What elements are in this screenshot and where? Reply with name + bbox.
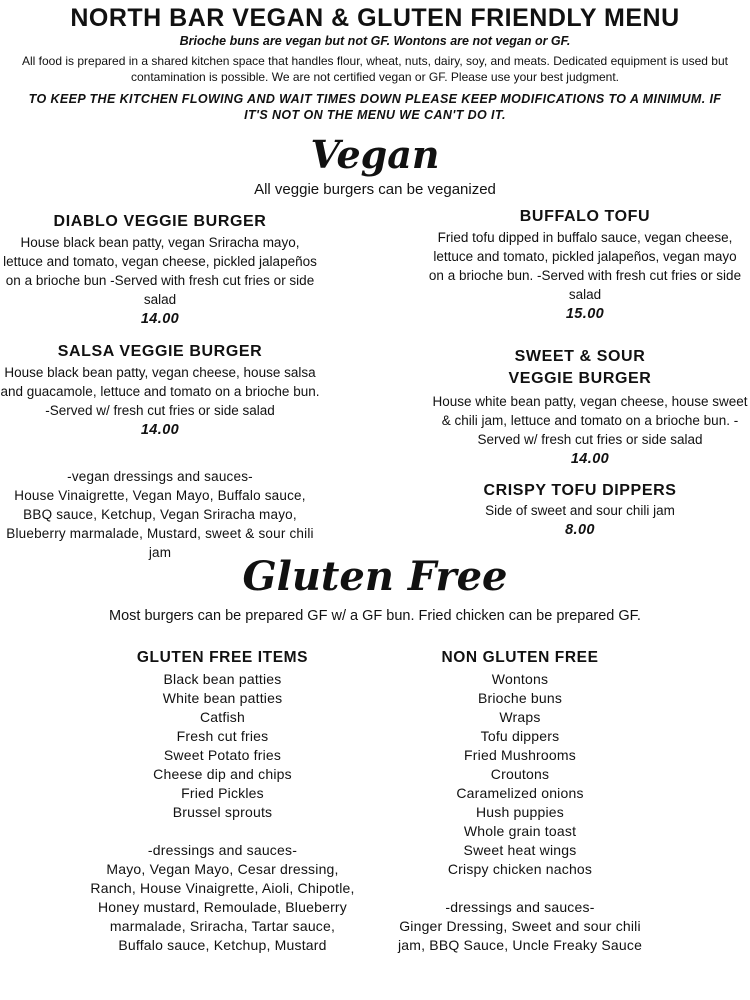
menu-item-buffalo-tofu xyxy=(425,208,745,322)
item-name: CRISPY TOFU DIPPERS xyxy=(483,482,677,499)
item-description: House white bean patty, vegan cheese, house sweet & chili jam, lettuce and tomato on a brioche bun. -Served w/ fresh cut fries or side salad xyxy=(432,394,748,447)
item-name: BUFFALO TOFU xyxy=(519,208,651,225)
sauces-heading: -dressings and sauces- xyxy=(147,842,298,858)
vegan-sauces xyxy=(0,467,320,562)
list-item: Fried Pickles xyxy=(181,785,264,801)
list-item: Sweet heat wings xyxy=(463,842,577,858)
non-gluten-free-column xyxy=(395,649,645,955)
list-item: Croutons xyxy=(490,766,550,782)
menu-item-crispy-tofu xyxy=(430,482,730,538)
list-item: Caramelized onions xyxy=(456,785,584,801)
gluten-free-list xyxy=(90,670,355,822)
list-item: White bean patties xyxy=(162,690,283,706)
item-name: SALSA VEGGIE BURGER xyxy=(57,343,263,360)
sauces-list: Mayo, Vegan Mayo, Cesar dressing, Ranch, House Vinaigrette, Aioli, Chipotle, Honey mustard, Remoulade, Blueberry marmalade, Sriracha, Tartar sauce, Buffalo sauce, Ketchup, Mustard xyxy=(90,861,355,953)
gluten-free-note: Most burgers can be prepared GF w/ a GF bun. Fried chicken can be prepared GF. xyxy=(109,608,641,624)
gluten-free-heading: Gluten Free xyxy=(242,553,508,600)
sauces-list: House Vinaigrette, Vegan Mayo, Buffalo sauce, BBQ sauce, Ketchup, Vegan Sriracha mayo, Blueberry marmalade, Mustard, sweet & sour chili jam xyxy=(6,488,314,560)
list-item: Brioche buns xyxy=(477,690,563,706)
modification-warning: TO KEEP THE KITCHEN FLOWING AND WAIT TIMES DOWN PLEASE KEEP MODIFICATIONS TO A MINIMUM. IF IT'S NOT ON THE MENU WE CAN'T DO IT. xyxy=(28,92,722,122)
item-price: 15.00 xyxy=(565,306,605,322)
list-item: Fried Mushrooms xyxy=(464,747,576,763)
list-item: Fresh cut fries xyxy=(176,728,269,744)
allergen-disclaimer: All food is prepared in a shared kitchen space that handles flour, wheat, nuts, dairy, soy, and meats. Dedicated equipment is used but contamination is possible. We are not certified vegan or GF. Please use your best judgment. xyxy=(22,54,728,84)
item-description: Side of sweet and sour chili jam xyxy=(485,503,675,518)
item-name: DIABLO VEGGIE BURGER xyxy=(53,213,267,230)
list-item: Sweet Potato fries xyxy=(163,747,282,763)
menu-item-sweet-sour xyxy=(430,392,750,467)
menu-item-salsa xyxy=(0,343,320,438)
sauces-heading: -dressings and sauces- xyxy=(445,899,595,915)
item-description: House black bean patty, vegan cheese, house salsa and guacamole, lettuce and tomato on a brioche bun. -Served w/ fresh cut fries or side salad xyxy=(0,365,320,418)
sauces-list: Ginger Dressing, Sweet and sour chili jam, BBQ Sauce, Uncle Freaky Sauce xyxy=(397,918,643,953)
item-price: 14.00 xyxy=(570,451,610,467)
item-price: 14.00 xyxy=(140,422,180,438)
item-price: 14.00 xyxy=(140,311,180,327)
list-item: Black bean patties xyxy=(163,671,282,687)
list-item: Tofu dippers xyxy=(480,728,560,744)
list-item: Wraps xyxy=(499,709,541,725)
item-description: House black bean patty, vegan Sriracha mayo, lettuce and tomato, vegan cheese, pickled jalapeños on a brioche bun -Served with fresh cut fries or side salad xyxy=(3,235,317,307)
gluten-free-items-heading: GLUTEN FREE ITEMS xyxy=(136,649,309,666)
menu-title: NORTH BAR VEGAN & GLUTEN FRIENDLY MENU xyxy=(70,4,680,32)
list-item: Cheese dip and chips xyxy=(153,766,292,782)
list-item: Brussel sprouts xyxy=(172,804,273,820)
item-name: SWEET & SOUR VEGGIE BURGER xyxy=(508,348,652,387)
list-item: Catfish xyxy=(200,709,245,725)
list-item: Hush puppies xyxy=(475,804,564,820)
vegan-note: All veggie burgers can be veganized xyxy=(254,181,496,198)
menu-item-diablo xyxy=(0,213,320,327)
item-price: 8.00 xyxy=(565,522,595,538)
bun-note: Brioche buns are vegan but not GF. Wontons are not vegan or GF. xyxy=(179,34,571,48)
non-gluten-free-list xyxy=(395,670,645,879)
gluten-free-column xyxy=(90,649,355,955)
list-item: Crispy chicken nachos xyxy=(447,861,593,877)
menu-item-sweet-sour-name xyxy=(490,346,670,390)
vegan-heading: Vegan xyxy=(310,132,440,177)
sauces-heading: -vegan dressings and sauces- xyxy=(67,469,253,484)
non-gluten-free-heading: NON GLUTEN FREE xyxy=(441,649,599,666)
item-description: Fried tofu dipped in buffalo sauce, vegan cheese, lettuce and tomato, pickled jalapeños, vegan mayo on a brioche bun. -Served with fresh cut fries or side salad xyxy=(428,230,742,302)
list-item: Whole grain toast xyxy=(463,823,577,839)
list-item: Wontons xyxy=(491,671,549,687)
